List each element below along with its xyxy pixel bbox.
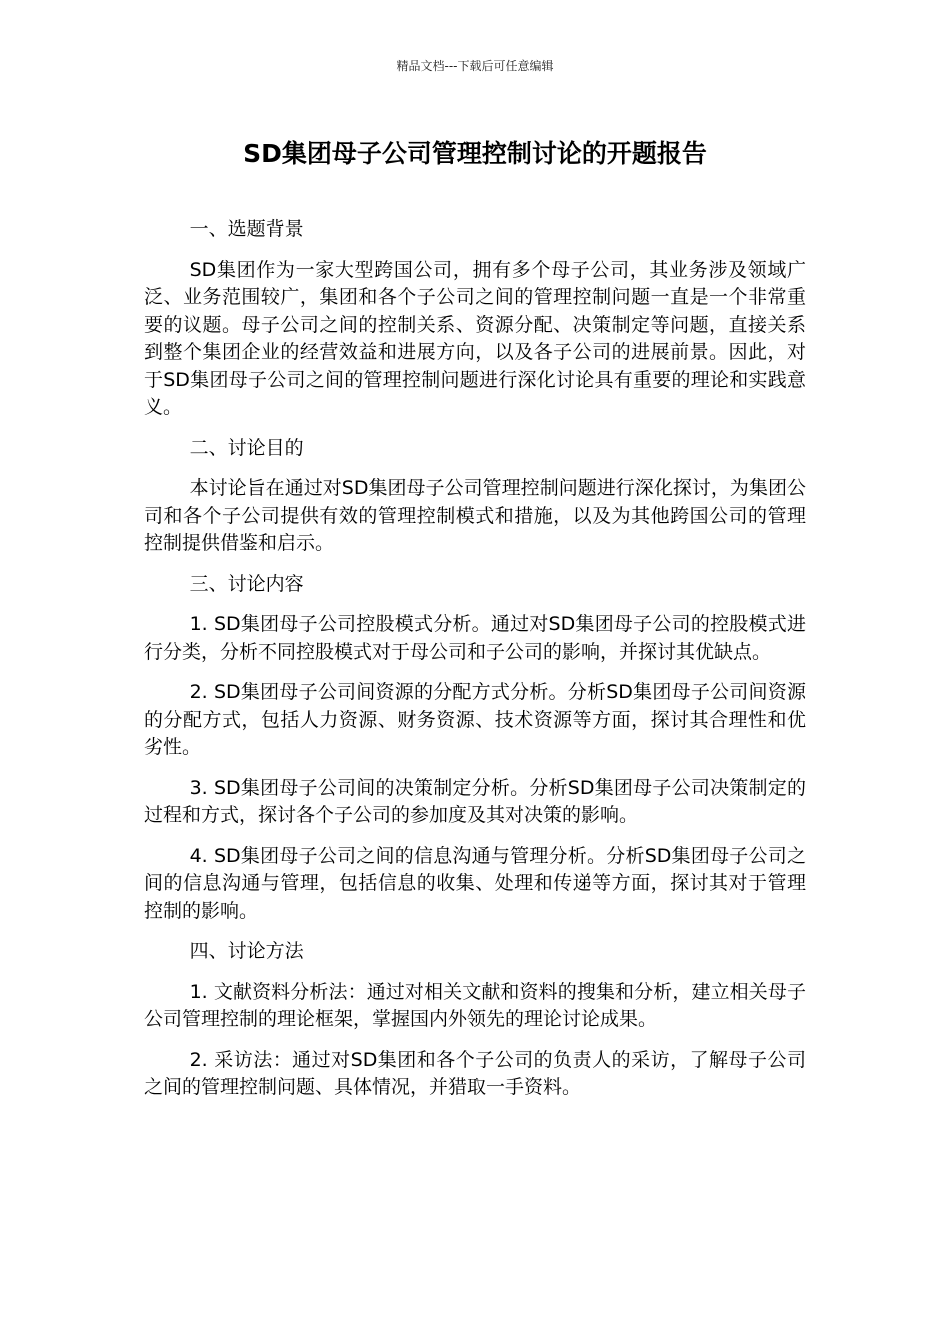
document-body: [144, 216, 806, 1115]
section-heading-background: 一、选题背景: [189, 218, 304, 240]
paragraph-content-item-4: 4. SD集团母子公司之间的信息沟通与管理分析。分析SD集团母子公司之间的信息沟通与管理，包括信息的收集、处理和传递等方面，探讨其对于管理控制的影响。: [144, 844, 806, 922]
paragraph-background: SD集团作为一家大型跨国公司，拥有多个母子公司，其业务涉及领域广泛、业务范围较广，集团和各个子公司之间的管理控制问题一直是一个非常重要的议题。母子公司之间的控制关系、资源分配、决策制定等问题，直接关系到整个集团企业的经营效益和进展方向，以及各子公司的进展前景。因此，对于SD集团母子公司之间的管理控制问题进行深化讨论具有重要的理论和实践意义。: [144, 258, 806, 418]
paragraph-method-item-1: 1. 文献资料分析法：通过对相关文献和资料的搜集和分析，建立相关母子公司管理控制的理论框架，掌握国内外领先的理论讨论成果。: [144, 980, 806, 1030]
section-heading-content: 三、讨论内容: [189, 572, 304, 595]
section-heading-purpose: 二、讨论目的: [189, 436, 304, 459]
paragraph-content-item-2: 2. SD集团母子公司间资源的分配方式分析。分析SD集团母子公司间资源的分配方式，包括人力资源、财务资源、技术资源等方面，探讨其合理性和优劣性。: [144, 681, 806, 758]
paragraph-content-item-3: 3. SD集团母子公司间的决策制定分析。分析SD集团母子公司决策制定的过程和方式，探讨各个子公司的参加度及其对决策的影响。: [144, 776, 806, 826]
paragraph-content-item-1: 1. SD集团母子公司控股模式分析。通过对SD集团母子公司的控股模式进行分类，分析不同控股模式对于母公司和子公司的影响，并探讨其优缺点。: [144, 613, 806, 663]
paragraph-method-item-2: 2. 采访法：通过对SD集团和各个子公司的负责人的采访，了解母子公司之间的管理控制问题、具体情况，并猎取一手资料。: [144, 1048, 806, 1098]
document-title: SD集团母子公司管理控制讨论的开题报告: [243, 139, 707, 168]
header-note: 精品文档---下载后可任意编辑: [396, 59, 554, 73]
paragraph-purpose: 本讨论旨在通过对SD集团母子公司管理控制问题进行深化探讨，为集团公司和各个子公司提供有效的管理控制模式和措施，以及为其他跨国公司的管理控制提供借鉴和启示。: [144, 477, 806, 554]
section-heading-method: 四、讨论方法: [189, 940, 304, 962]
